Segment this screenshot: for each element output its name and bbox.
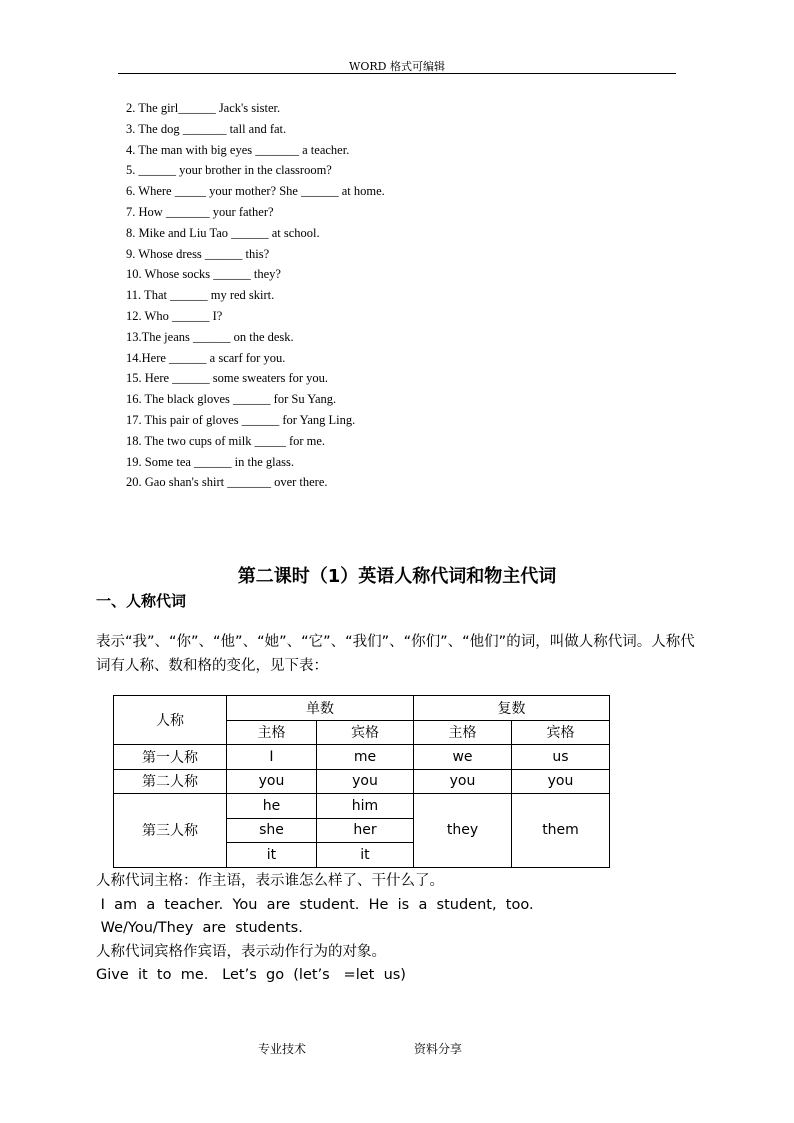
table-cell: I — [227, 745, 317, 770]
table-cell: them — [512, 794, 610, 868]
table-cell: you — [227, 769, 317, 794]
objective-header: 宾格 — [512, 720, 610, 745]
section-heading: 一、人称代词 — [96, 592, 187, 610]
exercise-item: 6. Where _____ your mother? She ______ at home. — [126, 184, 385, 199]
exercise-list — [126, 98, 385, 493]
pronoun-table — [113, 695, 610, 868]
exercise-item: 18. The two cups of milk _____ for me. — [126, 433, 326, 448]
exercise-item: 10. Whose socks ______ they? — [126, 267, 281, 282]
nominative-header: 主格 — [227, 720, 317, 745]
table-cell: it — [317, 843, 414, 868]
footer-right: 资料分享 — [414, 1042, 463, 1056]
table-cell: they — [414, 794, 512, 868]
table-cell: she — [227, 818, 317, 843]
table-cell: it — [227, 843, 317, 868]
exercise-item: 12. Who ______ I? — [126, 308, 223, 323]
footer-left: 专业技术 — [258, 1042, 307, 1056]
second-person-label: 第二人称 — [114, 769, 227, 794]
exercise-item: 14.Here ______ a scarf for you. — [126, 350, 286, 365]
singular-header: 单数 — [227, 696, 414, 721]
lesson-title: 第二课时（1）英语人称代词和物主代词 — [237, 566, 557, 587]
exercise-item: 4. The man with big eyes _______ a teacher. — [126, 142, 350, 157]
body-line: 人称代词主格：作主语，表示谁怎么样了、干什么了。 — [96, 873, 444, 889]
table-cell: her — [317, 818, 414, 843]
table-cell: we — [414, 745, 512, 770]
table-cell: you — [317, 769, 414, 794]
table-cell: you — [512, 769, 610, 794]
exercise-item: 17. This pair of gloves ______ for Yang Ling. — [126, 412, 356, 427]
third-person-label: 第三人称 — [114, 794, 227, 868]
table-cell: he — [227, 794, 317, 819]
exercise-item: 13.The jeans ______ on the desk. — [126, 329, 294, 344]
exercise-item: 5. ______ your brother in the classroom? — [126, 163, 332, 178]
table-cell: him — [317, 794, 414, 819]
table-cell: me — [317, 745, 414, 770]
explanation-block — [96, 870, 534, 988]
body-line: I am a teacher. You are student. He is a student, too. — [96, 896, 534, 913]
first-person-label: 第一人称 — [114, 745, 227, 770]
header-rule — [118, 73, 676, 74]
exercise-item: 8. Mike and Liu Tao ______ at school. — [126, 225, 320, 240]
table-cell: you — [414, 769, 512, 794]
exercise-item: 3. The dog _______ tall and fat. — [126, 121, 287, 136]
exercise-item: 20. Gao shan's shirt _______ over there. — [126, 475, 328, 490]
exercise-item: 7. How _______ your father? — [126, 204, 274, 219]
person-header: 人称 — [114, 696, 227, 745]
exercise-item: 11. That ______ my red skirt. — [126, 288, 275, 303]
body-line: 人称代词宾格作宾语，表示动作行为的对象。 — [96, 943, 386, 960]
body-line: We/You/They are students. — [96, 920, 303, 936]
exercise-item: 2. The girl______ Jack's sister. — [126, 101, 281, 115]
exercise-item: 15. Here ______ some sweaters for you. — [126, 371, 329, 386]
table-cell: us — [512, 745, 610, 770]
body-line: Give it to me. Let’s go (let’s =let us) — [96, 967, 406, 983]
intro-paragraph: 表示“我”、“你”、“他”、“她”、“它”、“我们”、“你们”、“他们”的词，叫做人称代词。人称代词有人称、数和格的变化，见下表： — [96, 634, 695, 674]
plural-header: 复数 — [414, 696, 610, 721]
exercise-item: 19. Some tea ______ in the glass. — [126, 454, 295, 469]
exercise-item: 9. Whose dress ______ this? — [126, 246, 270, 261]
nominative-header: 主格 — [414, 720, 512, 745]
exercise-item: 16. The black gloves ______ for Su Yang. — [126, 392, 337, 407]
objective-header: 宾格 — [317, 720, 414, 745]
page-header: WORD 格式可编辑 — [349, 60, 445, 73]
